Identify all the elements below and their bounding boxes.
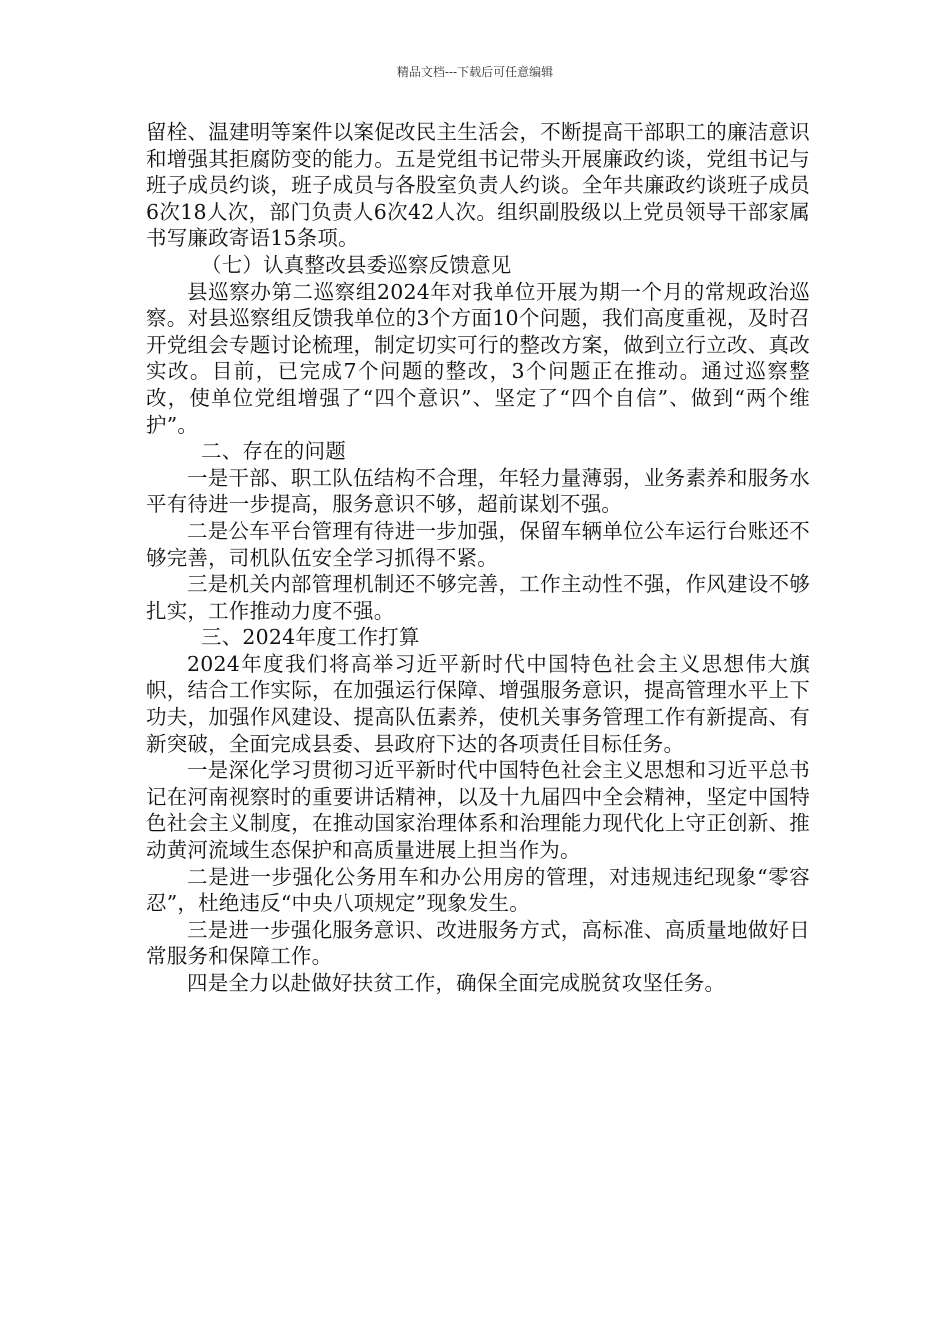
page-header: 精品文档---下载后可任意编辑: [396, 65, 554, 79]
document-body: [146, 119, 810, 997]
paragraph-plan-4: 四是全力以赴做好扶贫工作，确保全面完成脱贫攻坚任务。: [187, 971, 726, 995]
paragraph-problem-1: 一是干部、职工队伍结构不合理，年轻力量薄弱，业务素养和服务水平有待进一步提高，服务意识不够，超前谋划不强。: [146, 465, 810, 517]
paragraph-plan-intro: 2024年度我们将高举习近平新时代中国特色社会主义思想伟大旗帜，结合工作实际，在加强运行保障、增强服务意识，提高管理水平上下功夫，加强作风建设、提高队伍素养，使机关事务管理工作有新提高、有新突破，全面完成县委、县政府下达的各项责任目标任务。: [146, 651, 810, 756]
section-heading-7: （七）认真整改县委巡察反馈意见: [201, 252, 512, 277]
paragraph-inspection: 县巡察办第二巡察组2024年对我单位开展为期一个月的常规政治巡察。对县巡察组反馈我单位的3个方面10个问题，我们高度重视，及时召开党组会专题讨论梳理，制定切实可行的整改方案，做到立行立改、真改实改。目前，已完成7个问题的整改，3个问题正在推动。通过巡察整改，使单位党组增强了“四个意识”、坚定了“四个自信”、做到“两个维护”。: [146, 279, 810, 437]
section-heading-problems: 二、存在的问题: [201, 439, 346, 464]
paragraph-problem-3: 三是机关内部管理机制还不够完善，工作主动性不强，作风建设不够扎实，工作推动力度不强。: [146, 572, 810, 623]
section-heading-plan: 三、2024年度工作打算: [201, 625, 420, 650]
paragraph-continuation: 留栓、温建明等案件以案促改民主生活会，不断提高干部职工的廉洁意识和增强其拒腐防变的能力。五是党组书记带头开展廉政约谈，党组书记与班子成员约谈，班子成员与各股室负责人约谈。全年共廉政约谈班子成员6次18人次，部门负责人6次42人次。组织副股级以上党员领导干部家属书写廉政寄语15条项。: [146, 120, 810, 251]
paragraph-plan-3: 三是进一步强化服务意识、改进服务方式，高标准、高质量地做好日常服务和保障工作。: [146, 917, 810, 969]
paragraph-plan-1: 一是深化学习贯彻习近平新时代中国特色社会主义思想和习近平总书记在河南视察时的重要讲话精神，以及十九届四中全会精神，坚定中国特色社会主义制度，在推动国家治理体系和治理能力现代化上守正创新、推动黄河流域生态保护和高质量进展上担当作为。: [146, 758, 810, 863]
paragraph-plan-2: 二是进一步强化公务用车和办公用房的管理，对违规违纪现象“零容忍”，杜绝违反“中央八项规定”现象发生。: [146, 864, 810, 916]
paragraph-problem-2: 二是公车平台管理有待进一步加强，保留车辆单位公车运行台账还不够完善，司机队伍安全学习抓得不紧。: [146, 518, 810, 570]
